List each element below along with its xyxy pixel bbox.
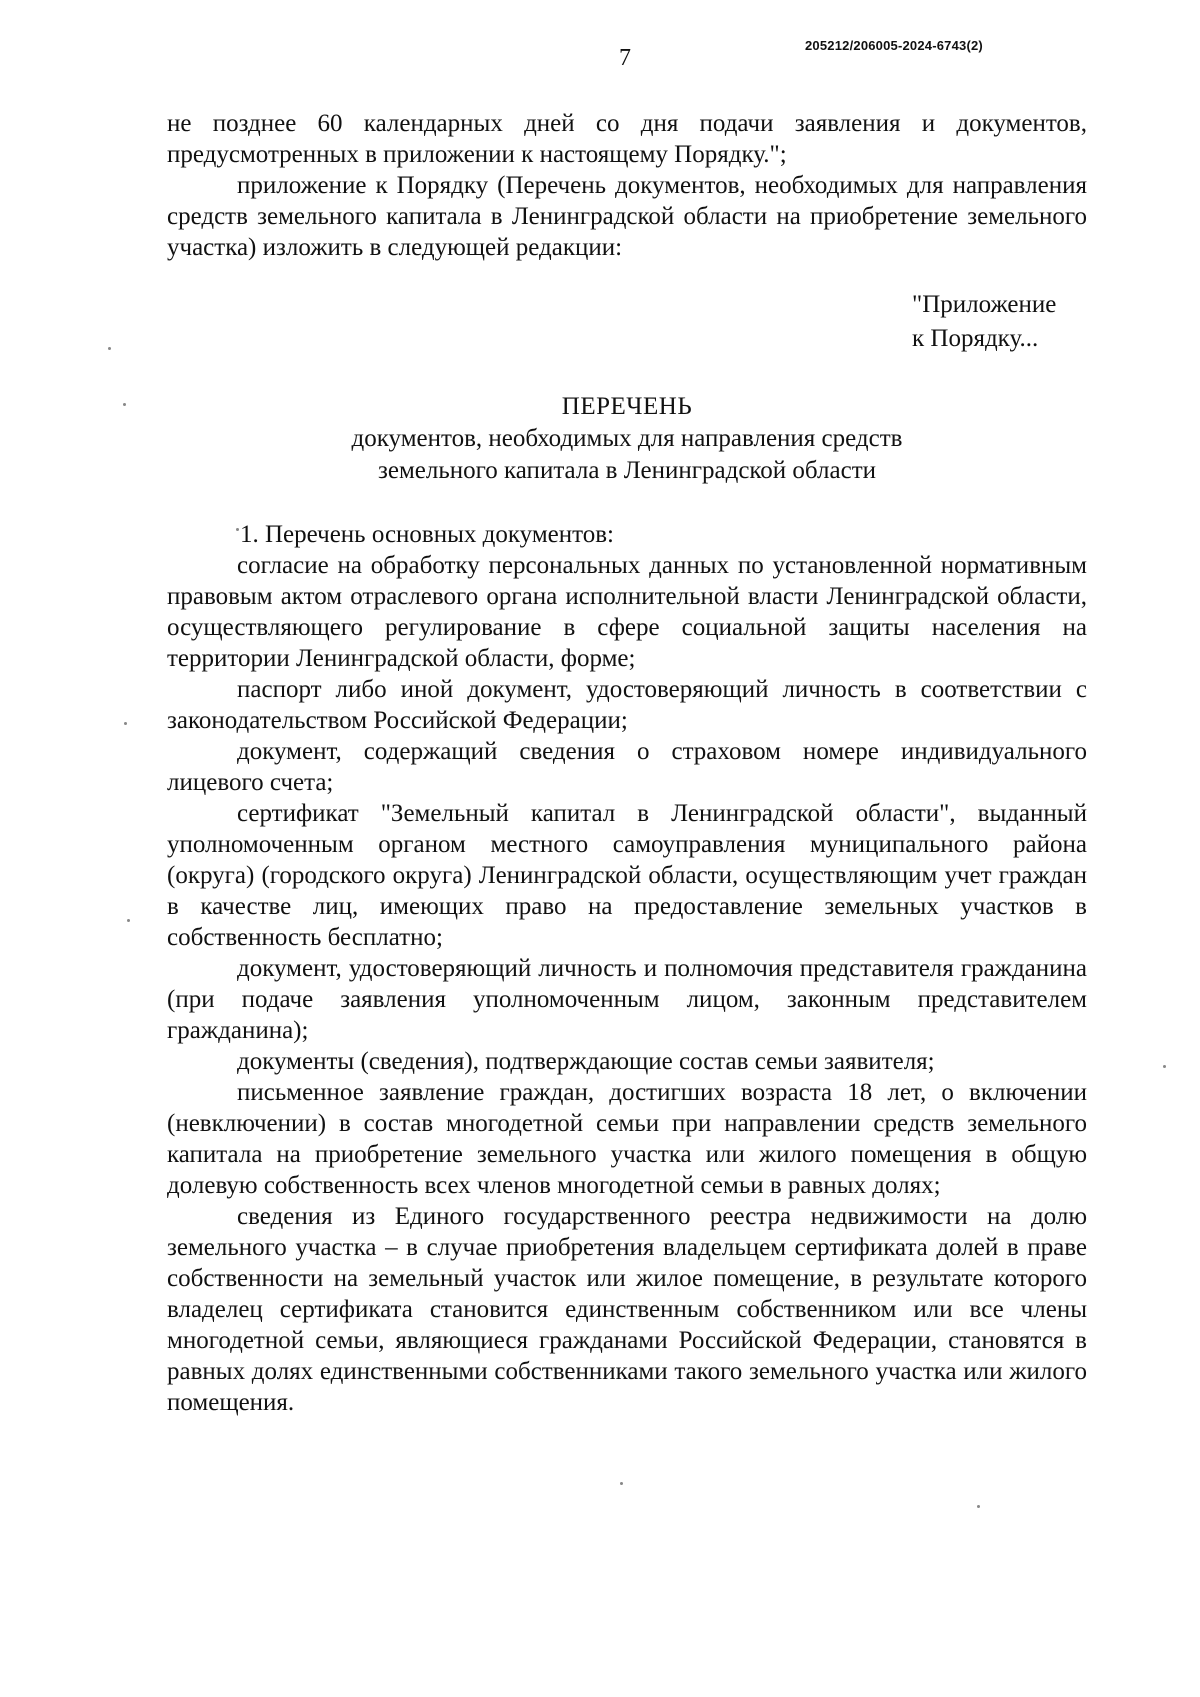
scan-speck: [236, 528, 239, 531]
scan-speck: [108, 347, 111, 350]
list-title-subtitle-2: земельного капитала в Ленинградской области: [378, 457, 876, 484]
document-number: 205212/206005-2024-6743(2): [805, 38, 983, 53]
scan-speck: [620, 1482, 623, 1485]
annex-reference: [167, 288, 1087, 356]
intro-paragraph-1: не позднее 60 календарных дней со дня подачи заявления и документов, предусмотренных в приложении к настоящему Порядку.";: [167, 110, 1087, 168]
list-item: документ, содержащий сведения о страховом номере индивидуального лицевого счета;: [167, 738, 1087, 796]
scan-speck: [124, 722, 127, 725]
list-title: [167, 391, 1087, 487]
list-item: документы (сведения), подтверждающие состав семьи заявителя;: [237, 1048, 935, 1075]
scan-speck: [977, 1505, 980, 1508]
list-item: документ, удостоверяющий личность и полномочия представителя гражданина (при подаче заявления уполномоченным лицом, законным представителем гражданина);: [167, 955, 1087, 1044]
scan-speck: [123, 403, 126, 406]
page-number: 7: [619, 45, 631, 71]
section-heading: 1. Перечень основных документов:: [240, 521, 614, 548]
list-title-subtitle-1: документов, необходимых для направления средств: [351, 425, 903, 452]
scan-speck: [1163, 1065, 1166, 1068]
document-list: [167, 550, 1087, 1418]
list-title-main: ПЕРЕЧЕНЬ: [561, 393, 693, 420]
annex-line-2: к Порядку...: [912, 325, 1039, 352]
list-item: сертификат "Земельный капитал в Ленинградской области", выданный уполномоченным органом местного самоуправления муниципального района (округа) (городского округа) Ленинградской области, осуществляющим учет граждан в качестве лиц, имеющих право на предоставление земельных участков в собственность бесплатно;: [167, 800, 1087, 951]
scan-speck: [127, 919, 130, 922]
annex-line-1: "Приложение: [912, 291, 1057, 318]
list-item: письменное заявление граждан, достигших возраста 18 лет, о включении (невключении) в состав многодетной семьи при направлении средств земельного капитала на приобретение земельного участка или жилого помещения в общую долевую собственность всех членов многодетной семьи в равных долях;: [167, 1079, 1087, 1199]
intro-paragraph-2: приложение к Порядку (Перечень документов, необходимых для направления средств земельного капитала в Ленинградской области на приобретение земельного участка) изложить в следующей редакции:: [167, 172, 1087, 261]
list-item: согласие на обработку персональных данных по установленной нормативным правовым актом отраслевого органа исполнительной власти Ленинградской области, осуществляющего регулирование в сфере социальной защиты населения на территории Ленинградской области, форме;: [167, 552, 1087, 672]
document-body: [167, 108, 1087, 1418]
list-item: паспорт либо иной документ, удостоверяющий личность в соответствии с законодательством Российской Федерации;: [167, 676, 1087, 734]
list-item: сведения из Единого государственного реестра недвижимости на долю земельного участка – в случае приобретения владельцем сертификата долей в праве собственности на земельный участок или жилое помещение, в результате которого владелец сертификата становится единственным собственником или все члены многодетной семьи, являющиеся гражданами Российской Федерации, становятся в равных долях единственными собственниками такого земельного участка или жилого помещения.: [167, 1203, 1087, 1416]
